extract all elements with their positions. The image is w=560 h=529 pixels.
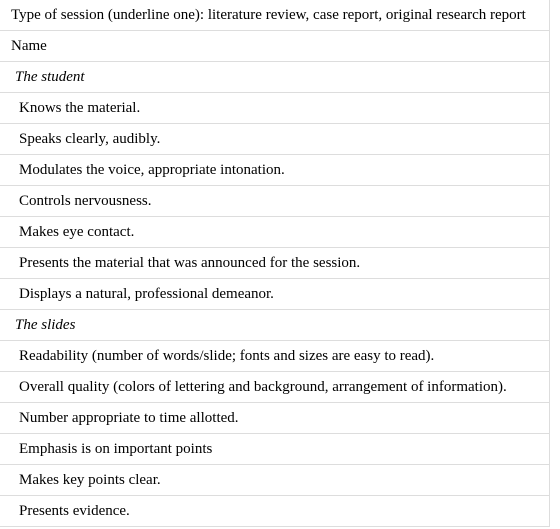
student-section-heading: The student [0,62,549,93]
criterion-row: Makes key points clear. [0,465,549,496]
slides-section-heading: The slides [0,310,549,341]
criterion-row: Emphasis is on important points [0,434,549,465]
criterion-row: Number appropriate to time allotted. [0,403,549,434]
session-type-row: Type of session (underline one): literature review, case report, original research report [0,0,549,31]
criterion-row: Makes eye contact. [0,217,549,248]
criterion-row: Overall quality (colors of lettering and background, arrangement of information). [0,372,549,403]
name-row: Name [0,31,549,62]
criterion-row: Speaks clearly, audibly. [0,124,549,155]
criterion-row: Readability (number of words/slide; fonts and sizes are easy to read). [0,341,549,372]
criterion-row: Displays a natural, professional demeanor. [0,279,549,310]
criterion-row: Modulates the voice, appropriate intonation. [0,155,549,186]
criterion-row: Knows the material. [0,93,549,124]
criterion-row: Presents the material that was announced for the session. [0,248,549,279]
criterion-row: Controls nervousness. [0,186,549,217]
criterion-row: Presents evidence. [0,496,549,527]
